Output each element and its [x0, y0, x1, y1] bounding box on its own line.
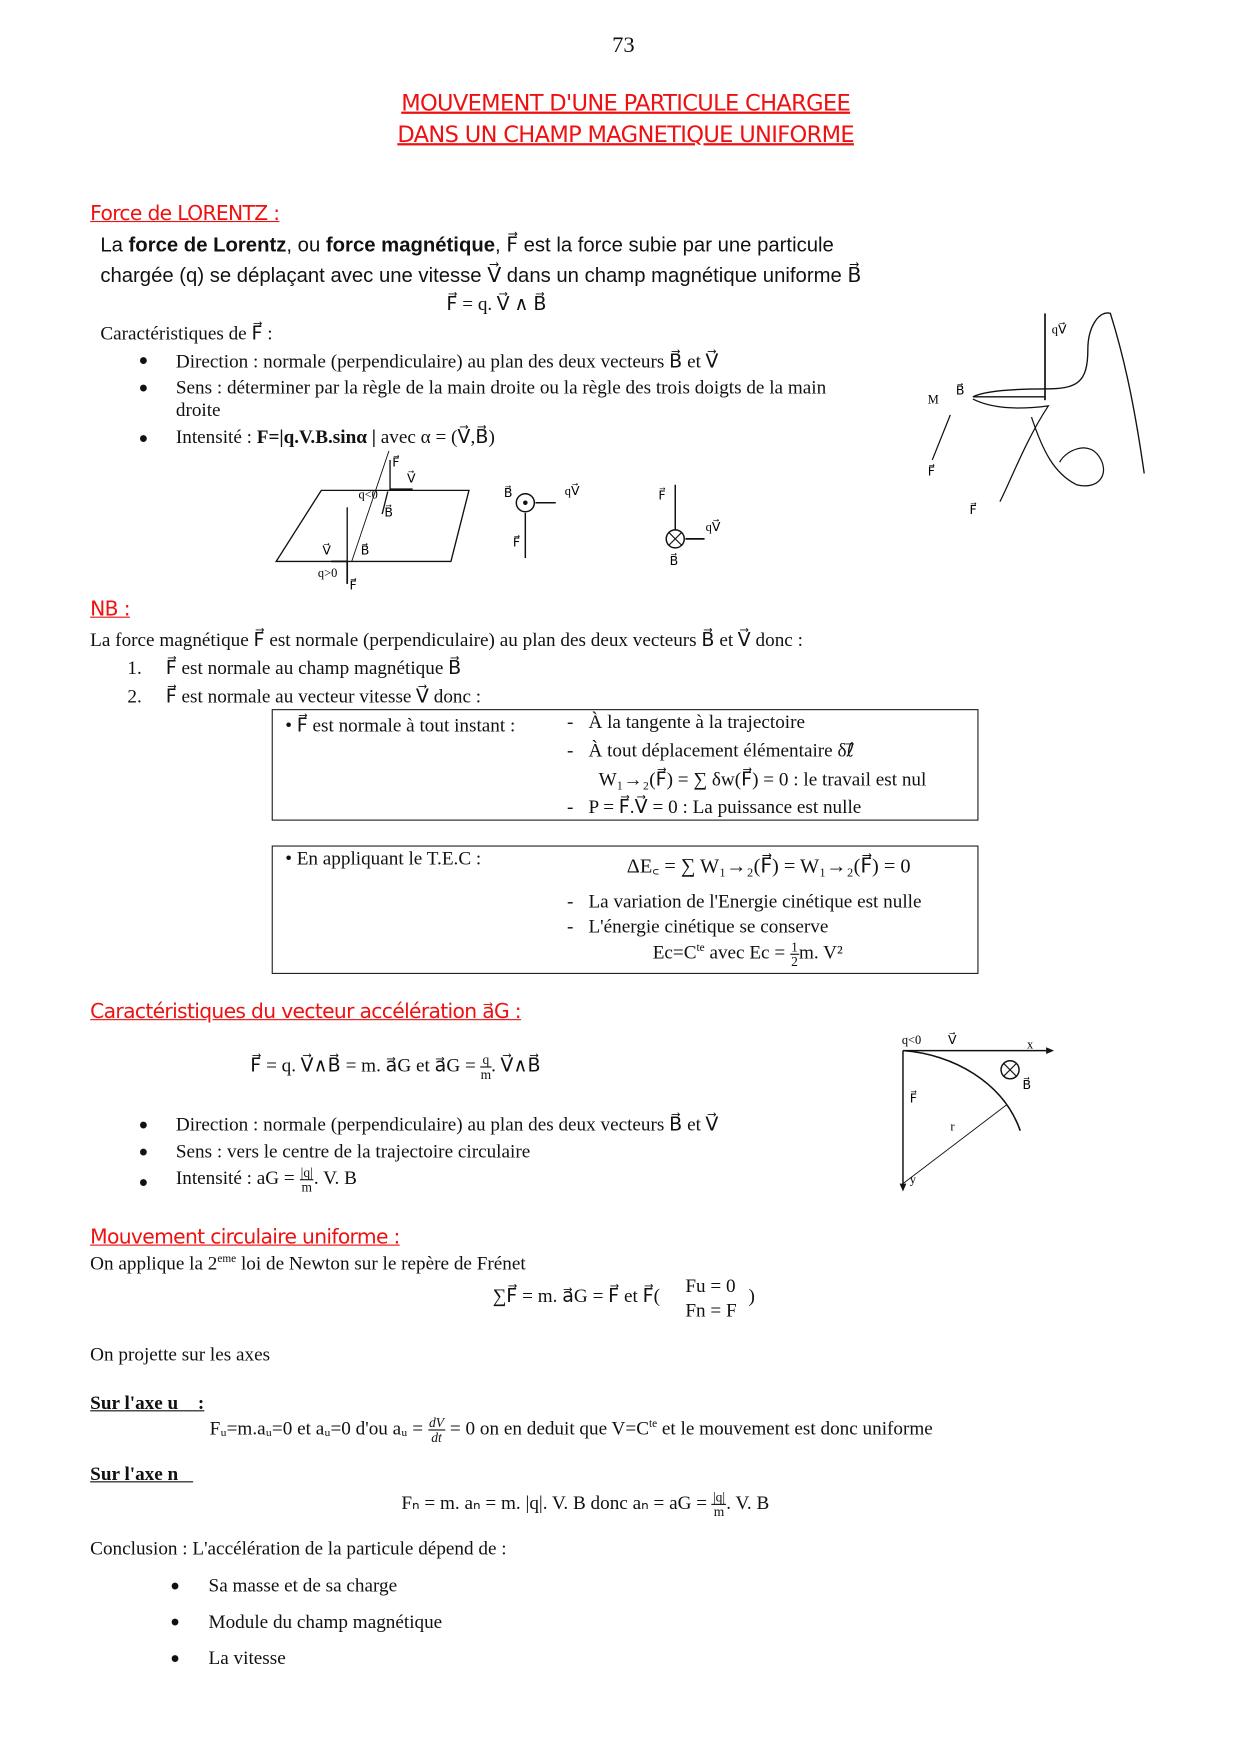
den: m	[713, 1503, 725, 1520]
label: B⃗	[503, 486, 513, 501]
den: dt	[431, 1429, 442, 1446]
fn-component: Fn = F	[685, 1299, 737, 1322]
t: F⃗ = q. V⃗∧B⃗ = m. a⃗G et a⃗G =	[250, 1054, 481, 1076]
intensity-text	[176, 426, 495, 448]
accel-direction: Direction : normale (perpendiculaire) au plan des deux vecteurs B⃗ et V⃗	[175, 1113, 719, 1136]
bullet: ●	[170, 1614, 180, 1632]
dash: -	[567, 739, 574, 761]
box1-power: P = F⃗.V⃗ = 0 : La puissance est nulle	[588, 795, 862, 818]
fraction	[790, 940, 799, 968]
tail: avec α = (V⃗,B⃗)	[380, 426, 495, 448]
label: F⃗	[392, 455, 400, 470]
lorentz-heading: Force de LORENTZ :	[90, 201, 280, 226]
newton-text	[90, 1252, 525, 1274]
page-number: 73	[612, 32, 635, 58]
t: = 0 on en deduit que V=C	[445, 1417, 649, 1439]
bullet: ●	[170, 1578, 180, 1596]
label: qV⃗	[564, 483, 580, 498]
label: V⃗	[948, 1032, 957, 1047]
t: . V. B	[726, 1491, 770, 1514]
sense-text-cont: droite	[175, 399, 221, 421]
fraction	[299, 1166, 313, 1194]
t: te	[696, 942, 705, 955]
axis-u-heading: Sur l'axe u⃗ :	[90, 1392, 205, 1414]
t: eme	[217, 1252, 237, 1266]
t: . V⃗∧B⃗	[491, 1054, 541, 1076]
term: force magnétique	[325, 233, 496, 256]
fraction	[712, 1490, 726, 1518]
bullet: ●	[138, 1117, 149, 1135]
acceleration-heading: Caractéristiques du vecteur accélération a⃗G :	[90, 999, 521, 1024]
num: q	[482, 1051, 490, 1068]
circular-trajectory-diagram	[896, 1026, 1054, 1195]
label: r	[950, 1119, 955, 1134]
t: . V. B	[313, 1167, 357, 1189]
label: F⃗	[512, 535, 521, 550]
box2-line-1: La variation de l'Energie cinétique est nulle	[588, 890, 922, 912]
right-hand-rule-illustration	[919, 304, 1156, 524]
bullet: ●	[170, 1650, 180, 1668]
characteristics-label: Caractéristiques de F⃗ :	[100, 322, 273, 344]
box1-work-formula: W₁→₂(F⃗) = ∑ δw(F⃗) = 0 : le travail est nul	[598, 768, 927, 791]
list-number: 1.	[127, 657, 142, 679]
label: V⃗	[322, 543, 331, 558]
label: F⃗	[969, 503, 977, 518]
label: q<0	[358, 487, 378, 502]
t: On applique la 2	[90, 1252, 218, 1274]
tec-formula: ΔE꜀ = ∑ W₁→₂(F⃗) = W₁→₂(F⃗) = 0	[626, 854, 911, 878]
num: |q|	[712, 1489, 726, 1505]
fraction	[481, 1053, 492, 1081]
label: B⃗	[384, 505, 393, 520]
den: m	[301, 1179, 312, 1195]
b-into-page-diagram	[654, 479, 739, 569]
accel-sense: Sens : vers le centre de la trajectoire circulaire	[175, 1140, 531, 1163]
factor-item: La vitesse	[208, 1646, 286, 1669]
b-out-of-page-diagram	[502, 479, 592, 564]
label: M	[927, 392, 939, 407]
den: 2	[791, 953, 798, 970]
t: Fᵤ=m.aᵤ=0 et aᵤ=0 d'ou aᵤ =	[209, 1417, 428, 1439]
num: dV	[428, 1414, 445, 1431]
list-item: F⃗ est normale au champ magnétique B⃗	[165, 657, 462, 679]
box1-line-1: À la tangente à la trajectoire	[588, 711, 805, 733]
t: Fₙ = m. aₙ = m. |q|. V. B donc aₙ = aG =	[401, 1491, 712, 1514]
lorentz-paragraph-1	[100, 233, 833, 256]
mcu-heading: Mouvement circulaire uniforme :	[90, 1225, 400, 1250]
list-item: F⃗ est normale au vecteur vitesse V⃗ donc :	[165, 685, 482, 707]
list-number: 2.	[127, 685, 142, 707]
lorentz-paragraph-2: chargée (q) se déplaçant avec une vitesse V⃗ dans un champ magnétique uniforme B⃗	[100, 263, 862, 287]
factor-item: Sa masse et de sa charge	[208, 1574, 398, 1597]
label: Intensité :	[175, 426, 257, 448]
fu-component: Fu = 0	[685, 1274, 736, 1297]
label: x	[1026, 1037, 1034, 1052]
project-text: On projette sur les axes	[90, 1343, 271, 1366]
label: F⃗	[349, 578, 357, 593]
label: V⃗	[406, 471, 416, 486]
dash: -	[567, 890, 574, 912]
plane-diagram	[271, 451, 474, 598]
bullet: ●	[138, 1144, 149, 1162]
acceleration-formula	[250, 1053, 540, 1081]
paren: )	[748, 1285, 755, 1307]
bullet: ●	[138, 1174, 149, 1192]
num: 1	[791, 939, 798, 955]
fraction	[428, 1416, 445, 1444]
direction-text: Direction : normale (perpendiculaire) au plan des deux vecteurs B⃗ et V⃗	[175, 350, 719, 373]
bullet: ●	[138, 352, 149, 370]
conclusion: Conclusion : L'accélération de la particule dépend de :	[90, 1537, 507, 1560]
dash: -	[567, 915, 574, 937]
label: qV⃗	[705, 519, 721, 534]
dash: -	[567, 795, 574, 818]
nb-intro: La force magnétique F⃗ est normale (perpendiculaire) au plan des deux vecteurs B⃗ et V⃗ donc :	[90, 629, 803, 651]
label: B⃗	[955, 383, 965, 398]
bullet: ●	[138, 430, 149, 448]
text: La	[100, 233, 129, 256]
nb-heading: NB :	[90, 597, 130, 622]
accel-intensity	[176, 1166, 357, 1194]
t: te	[648, 1417, 658, 1431]
axis-u-equation	[210, 1416, 933, 1444]
t: Ec=C	[652, 941, 697, 964]
box1-left: • F⃗ est normale à tout instant :	[285, 714, 516, 737]
label: B⃗	[1022, 1077, 1031, 1092]
text: , ou	[286, 233, 326, 256]
label: F⃗	[927, 464, 935, 479]
label: F⃗	[909, 1091, 917, 1106]
sense-text: Sens : déterminer par la règle de la main droite ou la règle des trois doigts de la main	[175, 376, 827, 398]
title-line-2: DANS UN CHAMP MAGNETIQUE UNIFORME	[397, 120, 854, 148]
label: F⃗	[658, 488, 666, 503]
factor-item: Module du champ magnétique	[208, 1610, 443, 1633]
label: B⃗	[669, 553, 679, 568]
label: q>0	[317, 566, 338, 581]
term: force de Lorentz	[128, 233, 287, 256]
label: q<0	[901, 1032, 922, 1047]
newton-formula: ∑F⃗ = m. a⃗G = F⃗ et F⃗(	[492, 1285, 661, 1307]
kinetic-energy-formula	[653, 940, 843, 968]
box2-left: • En appliquant le T.E.C :	[285, 847, 482, 870]
t: m. V²	[798, 941, 843, 964]
t: Intensité : aG =	[175, 1167, 300, 1189]
title-line-1: MOUVEMENT D'UNE PARTICULE CHARGEE	[401, 89, 851, 117]
t: loi de Newton sur le repère de Frénet	[236, 1252, 526, 1274]
den: m	[480, 1066, 492, 1083]
text: , F⃗ est la force subie par une particule	[495, 233, 834, 256]
box1-line-2: À tout déplacement élémentaire δℓ⃗	[588, 739, 855, 761]
formula: F=|q.V.B.sinα |	[256, 426, 376, 448]
t: et le mouvement est donc uniforme	[657, 1417, 933, 1439]
axis-n-equation	[401, 1490, 769, 1518]
label: qV⃗	[1051, 322, 1067, 337]
lorentz-formula: F⃗ = q. V⃗ ∧ B⃗	[446, 293, 547, 315]
axis-n-heading: Sur l'axe n⃗	[90, 1463, 194, 1485]
t: avec Ec =	[704, 941, 790, 964]
label: B⃗	[360, 543, 370, 558]
box2-line-2: L'énergie cinétique se conserve	[588, 915, 829, 937]
bullet: ●	[138, 379, 149, 397]
num: |q|	[300, 1164, 313, 1181]
dash: -	[567, 711, 574, 733]
label: y	[909, 1172, 916, 1187]
